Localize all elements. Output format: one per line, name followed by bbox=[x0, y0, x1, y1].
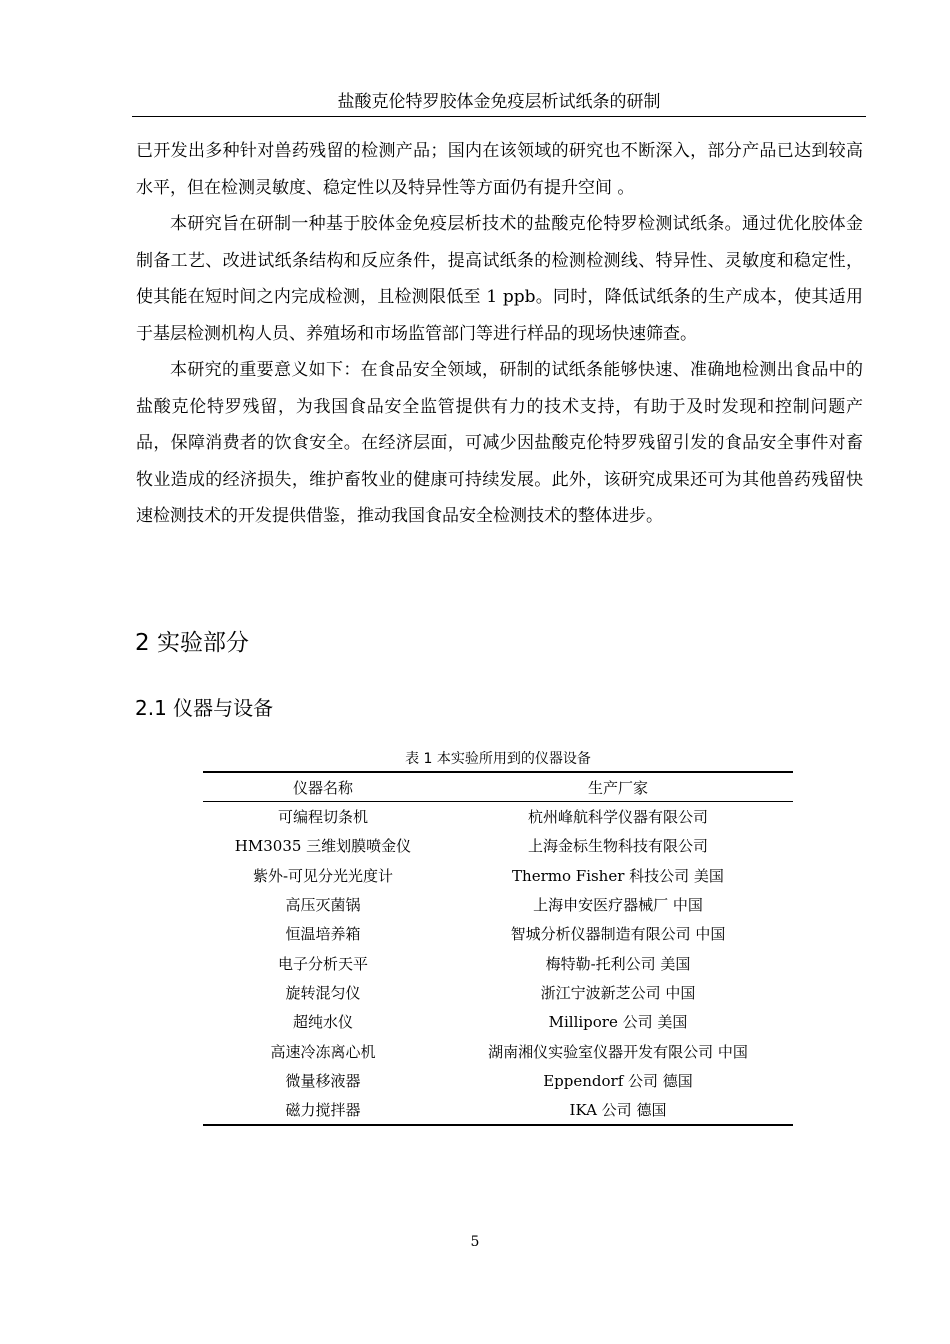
manufacturer-name: 上海申安医疗器械厂 中国 bbox=[533, 896, 703, 915]
table-row bbox=[203, 1095, 793, 1125]
manufacturer-name: 杭州峰航科学仪器有限公司 bbox=[527, 808, 708, 827]
manufacturer-name: IKA 公司 德国 bbox=[569, 1101, 667, 1120]
instrument-name: 电子分析天平 bbox=[277, 954, 368, 973]
manufacturer-name: Thermo Fisher 科技公司 美国 bbox=[512, 866, 724, 885]
instrument-name: HM3035 三维划膜喷金仪 bbox=[234, 837, 412, 856]
paragraph-significance: 本研究的重要意义如下：在食品安全领域，研制的试纸条能够快速、准确地检测出食品中的盐酸克伦特罗残留，为我国食品安全监管提供有力的技术支持，有助于及时发现和控制问题产品，保障消费者的饮食安全。在经济层面，可减少因盐酸克伦特罗残留引发的食品安全事件对畜牧业造成的经济损失，维护畜牧业的健康可持续发展。此外，该研究成果还可为其他兽药残留快速检测技术的开发提供借鉴，推动我国食品安全检测技术的整体进步。 bbox=[136, 360, 863, 526]
table-header-manufacturer: 生产厂家 bbox=[443, 772, 793, 802]
table-header-row bbox=[203, 772, 793, 802]
table-row bbox=[203, 1007, 793, 1036]
instrument-name: 微量移液器 bbox=[285, 1071, 361, 1090]
table-row bbox=[203, 1066, 793, 1095]
manufacturer-name: Millipore 公司 美国 bbox=[548, 1013, 688, 1032]
paragraph-research-aim: 本研究旨在研制一种基于胶体金免疫层析技术的盐酸克伦特罗检测试纸条。通过优化胶体金制备工艺、改进试纸条结构和反应条件，提高试纸条的检测检测线、特异性、灵敏度和稳定性，使其能在短时间之内完成检测，且检测限低至 1 ppb。同时，降低试纸条的生产成本，使其适用于基层检测机构人员、养殖场和市场监管部门等进行样品的现场快速筛查。 bbox=[136, 214, 863, 344]
table-caption: 表 1 本实验所用到的仪器设备 bbox=[405, 751, 591, 767]
instrument-name: 高速冷冻离心机 bbox=[270, 1042, 376, 1061]
manufacturer-name: 智城分析仪器制造有限公司 中国 bbox=[510, 925, 726, 944]
table-row bbox=[203, 802, 793, 832]
table-row bbox=[203, 890, 793, 919]
manufacturer-name: 湖南湘仪实验室仪器开发有限公司 中国 bbox=[488, 1042, 748, 1061]
table-header-instrument: 仪器名称 bbox=[203, 772, 443, 802]
table-row bbox=[203, 919, 793, 948]
instrument-name: 高压灭菌锅 bbox=[285, 896, 361, 915]
table-row bbox=[203, 948, 793, 977]
running-header: 盐酸克伦特罗胶体金免疫层析试纸条的研制 bbox=[132, 92, 866, 117]
manufacturer-name: 浙江宁波新芝公司 中国 bbox=[540, 983, 696, 1002]
instrument-name: 紫外-可见分光光度计 bbox=[252, 866, 394, 885]
table-row bbox=[203, 861, 793, 890]
section-heading: 2 实验部分 bbox=[135, 630, 249, 656]
instrument-table bbox=[203, 771, 793, 1126]
instrument-name: 超纯水仪 bbox=[292, 1013, 353, 1032]
manufacturer-name: Eppendorf 公司 德国 bbox=[543, 1071, 693, 1090]
manufacturer-name: 上海金标生物科技有限公司 bbox=[527, 837, 708, 856]
body-text bbox=[136, 133, 863, 535]
table-row bbox=[203, 831, 793, 860]
instrument-name: 可编程切条机 bbox=[277, 808, 368, 827]
table-row bbox=[203, 1036, 793, 1065]
subsection-heading: 2.1 仪器与设备 bbox=[135, 696, 274, 720]
table-row bbox=[203, 978, 793, 1007]
instrument-name: 磁力搅拌器 bbox=[285, 1101, 361, 1120]
page-number: 5 bbox=[470, 1234, 480, 1250]
instrument-name: 恒温培养箱 bbox=[285, 925, 361, 944]
instrument-name: 旋转混匀仪 bbox=[285, 983, 361, 1002]
paragraph-continuation: 已开发出多种针对兽药残留的检测产品；国内在该领域的研究也不断深入，部分产品已达到较高水平，但在检测灵敏度、稳定性以及特异性等方面仍有提升空间 。 bbox=[136, 141, 863, 198]
manufacturer-name: 梅特勒-托利公司 美国 bbox=[545, 954, 691, 973]
